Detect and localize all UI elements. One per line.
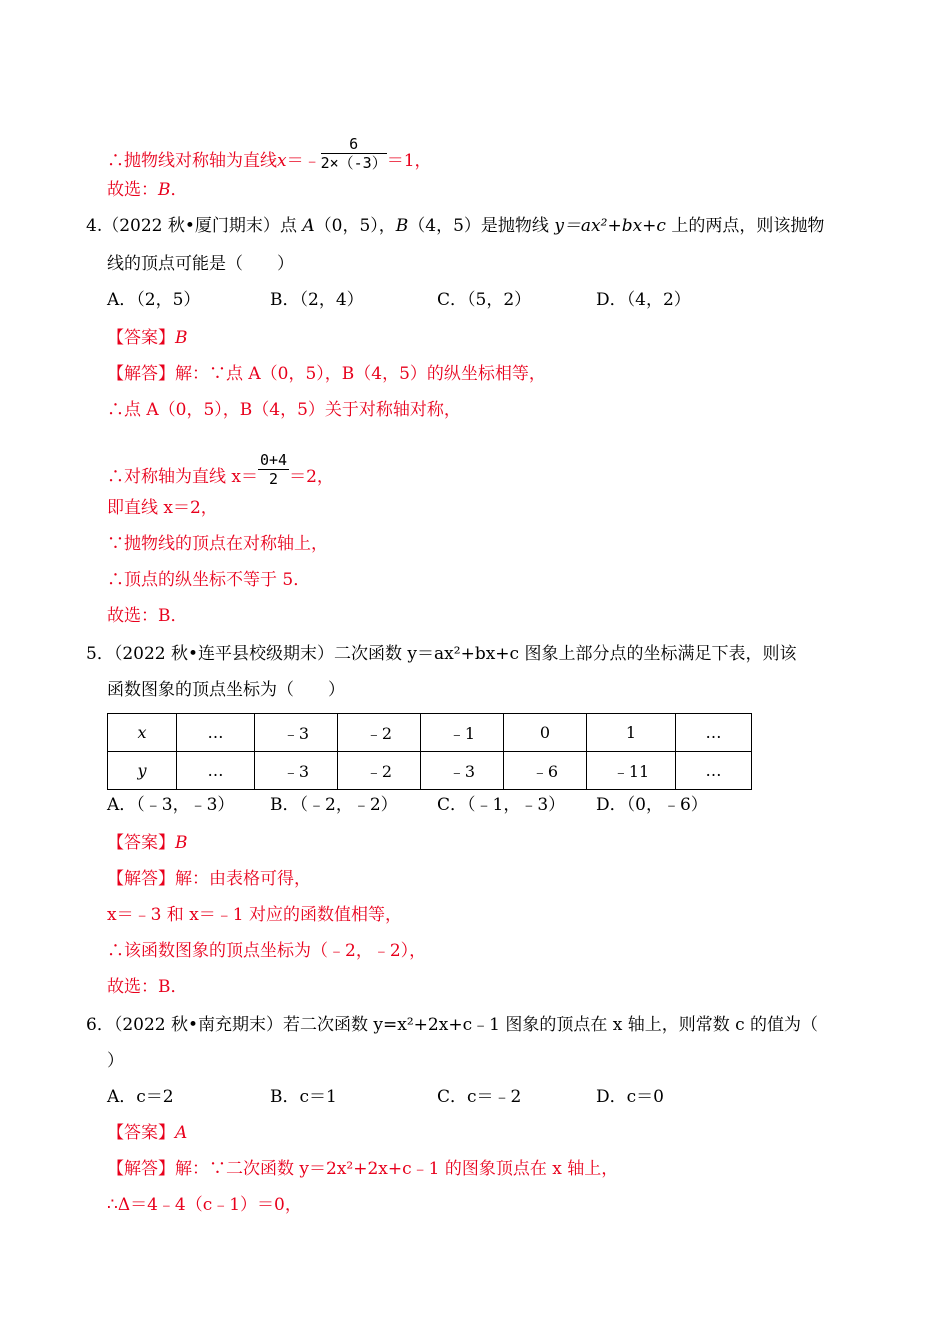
q4-option-b-text: （2，4） [299, 290, 364, 310]
q5-stem-line2: 函数图象的顶点坐标为（ ） [107, 680, 345, 700]
q5-option-d-label: D． [596, 795, 627, 815]
table-cell: … [177, 714, 255, 752]
q5-sol-line3: ∴该函数图象的顶点坐标为（﹣2，﹣2）， [107, 941, 427, 961]
q6-stem-line1 [86, 1014, 818, 1036]
q6-option-c-text: c＝﹣2 [467, 1087, 522, 1107]
q4-sol-line7: 故选：B． [107, 606, 188, 626]
q3-eq-result: ＝1， [386, 151, 432, 171]
q6-option-a-label: A． [107, 1087, 137, 1107]
q4-option-d-text: （4，2） [626, 290, 691, 310]
q5-source: （2022 秋•连平县校级期末） [113, 644, 335, 664]
table-cell: ﹣2 [338, 714, 421, 752]
q5-answer-value: B [175, 833, 188, 853]
q3-fraction [321, 135, 387, 172]
q5-option-b-text: （﹣2，﹣2） [299, 795, 398, 815]
q4-stem-a: 点 [279, 216, 297, 236]
q5-option-c-label: C． [437, 795, 468, 815]
q5-sol-line1 [107, 868, 311, 890]
table-cell: … [676, 752, 752, 790]
q6-answer-value: A [175, 1123, 188, 1143]
q3-choose-line [107, 179, 188, 201]
q6-option-b-label: B． [270, 1087, 300, 1107]
q3-eq-neg: ＝﹣ [286, 151, 321, 171]
q4-option-a-text: （2，5） [136, 290, 201, 310]
q4-sol-line6: ∴顶点的纵坐标不等于 5． [107, 570, 311, 590]
q3-choose-end: ． [170, 180, 188, 200]
q4-point-b: B [395, 216, 409, 236]
q6-sol-tag: 【解答】 [107, 1159, 175, 1179]
q3-choose-ans: B [158, 180, 171, 200]
q5-option-c[interactable] [437, 794, 565, 816]
q3-axis-prefix: ∴抛物线对称轴为直线 [107, 151, 277, 171]
q4-sol-l3-pre: ∴对称轴为直线 x＝ [107, 467, 258, 487]
q6-answer-tag: 【答案】 [107, 1123, 175, 1143]
q5-y-header: y [137, 761, 147, 780]
q6-source: （2022 秋•南充期末） [113, 1015, 284, 1035]
q3-frac-den: 2×（-3） [320, 154, 387, 172]
q5-sol-line4: 故选：B． [107, 977, 188, 997]
q4-stem-b: 上的两点，则该抛物 [671, 216, 825, 236]
table-row [108, 752, 752, 790]
q3-choose: 故选： [107, 180, 158, 200]
q4-option-a-label: A． [107, 290, 137, 310]
q4-stem-line2: 线的顶点可能是（ ） [107, 254, 294, 274]
q4-option-c-label: C． [437, 290, 468, 310]
q4-option-b-label: B． [270, 290, 300, 310]
q6-answer [107, 1122, 187, 1144]
q6-stem-a: 若二次函数 y=x²+2x+c﹣1 图象的顶点在 x 轴上，则常数 c 的值为（ [283, 1015, 819, 1035]
q5-sol-l1: 解：由表格可得， [175, 869, 311, 889]
q3-axis-line [107, 135, 432, 180]
table-cell [108, 714, 177, 752]
table-cell: ﹣2 [338, 752, 421, 790]
q4-option-d[interactable] [596, 289, 691, 311]
q5-stem-a: 二次函数 y＝ax²+bx+c 图象上部分点的坐标满足下表，则该 [334, 644, 797, 664]
q4-answer-value: B [175, 328, 188, 348]
q6-option-b[interactable] [270, 1086, 337, 1108]
q5-stem-line1 [86, 643, 796, 665]
q4-sol-l3-post: ＝2， [289, 467, 334, 487]
q6-option-d-text: c＝0 [626, 1087, 664, 1107]
table-cell: … [177, 752, 255, 790]
q5-sol-tag: 【解答】 [107, 869, 175, 889]
table-row [108, 714, 752, 752]
table-cell: ﹣11 [587, 752, 676, 790]
q5-x-header: x [137, 723, 147, 742]
q4-frac-num: 0+4 [260, 451, 288, 469]
q4-point-a: A [302, 216, 315, 236]
q4-option-c-text: （5，2） [467, 290, 532, 310]
q5-option-d[interactable] [596, 794, 708, 816]
q6-option-a-text: c＝2 [136, 1087, 174, 1107]
table-cell: 1 [587, 714, 676, 752]
q4-sol-line4: 即直线 x＝2， [107, 498, 218, 518]
q6-option-c[interactable] [437, 1086, 521, 1108]
q6-option-c-label: C． [437, 1087, 468, 1107]
q5-answer-tag: 【答案】 [107, 833, 175, 853]
table-cell: ﹣3 [255, 714, 338, 752]
q5-answer [107, 832, 188, 854]
q5-option-b-label: B． [270, 795, 300, 815]
q4-equation: y＝ax²+bx+c [554, 216, 666, 236]
table-cell [108, 752, 177, 790]
q5-number: 5． [86, 644, 114, 664]
q4-option-a[interactable] [107, 289, 200, 311]
q6-option-a[interactable] [107, 1086, 174, 1108]
q5-option-b[interactable] [270, 794, 398, 816]
q5-sol-line2: x＝﹣3 和 x＝﹣1 对应的函数值相等， [107, 905, 403, 925]
q4-source: （2022 秋•厦门期末） [102, 216, 280, 236]
q3-axis-var: x [277, 151, 287, 171]
q4-sol-tag: 【解答】 [107, 364, 175, 384]
q3-frac-num: 6 [321, 135, 387, 154]
q4-option-b[interactable] [270, 289, 364, 311]
q4-option-c[interactable] [437, 289, 531, 311]
q6-option-d[interactable] [596, 1086, 664, 1108]
q5-table [107, 713, 752, 790]
table-cell: 0 [504, 714, 587, 752]
q6-option-b-text: c＝1 [299, 1087, 337, 1107]
q4-b-coord: （4，5）是抛物线 [408, 216, 549, 236]
q5-option-a[interactable] [107, 794, 234, 816]
q4-number: 4. [86, 216, 103, 236]
q4-sol-line1 [107, 363, 546, 385]
q4-sol-line5: ∵抛物线的顶点在对称轴上， [107, 534, 328, 554]
q4-option-d-label: D． [596, 290, 627, 310]
q4-a-coord: （0，5）， [314, 216, 396, 236]
q6-sol-l1: 解：∵二次函数 y＝2x²+2x+c﹣1 的图象顶点在 x 轴上， [175, 1159, 619, 1179]
q4-answer [107, 327, 188, 349]
q5-option-c-text: （﹣1，﹣3） [467, 795, 566, 815]
q4-answer-tag: 【答案】 [107, 328, 175, 348]
q6-stem-line2: ） [107, 1051, 124, 1071]
table-cell: ﹣3 [421, 752, 504, 790]
q5-option-a-label: A． [107, 795, 137, 815]
q6-number: 6． [86, 1015, 114, 1035]
table-cell: ﹣1 [421, 714, 504, 752]
table-cell: ﹣6 [504, 752, 587, 790]
q4-frac-den: 2 [269, 470, 279, 488]
q5-option-d-text: （0，﹣6） [626, 795, 708, 815]
table-cell: … [676, 714, 752, 752]
q5-option-a-text: （﹣3，﹣3） [136, 795, 235, 815]
q6-sol-line2: ∴Δ＝4﹣4（c﹣1）＝0， [107, 1195, 302, 1215]
q6-sol-line1 [107, 1158, 618, 1180]
table-cell: ﹣3 [255, 752, 338, 790]
q4-stem-line1 [86, 215, 824, 237]
q6-option-d-label: D． [596, 1087, 627, 1107]
q4-sol-l1: 解：∵点 A（0，5），B（4，5）的纵坐标相等， [175, 364, 546, 384]
q4-sol-line3 [107, 451, 334, 496]
q4-fraction [258, 451, 289, 488]
q4-sol-line2: ∴点 A（0，5），B（4，5）关于对称轴对称， [107, 400, 461, 420]
